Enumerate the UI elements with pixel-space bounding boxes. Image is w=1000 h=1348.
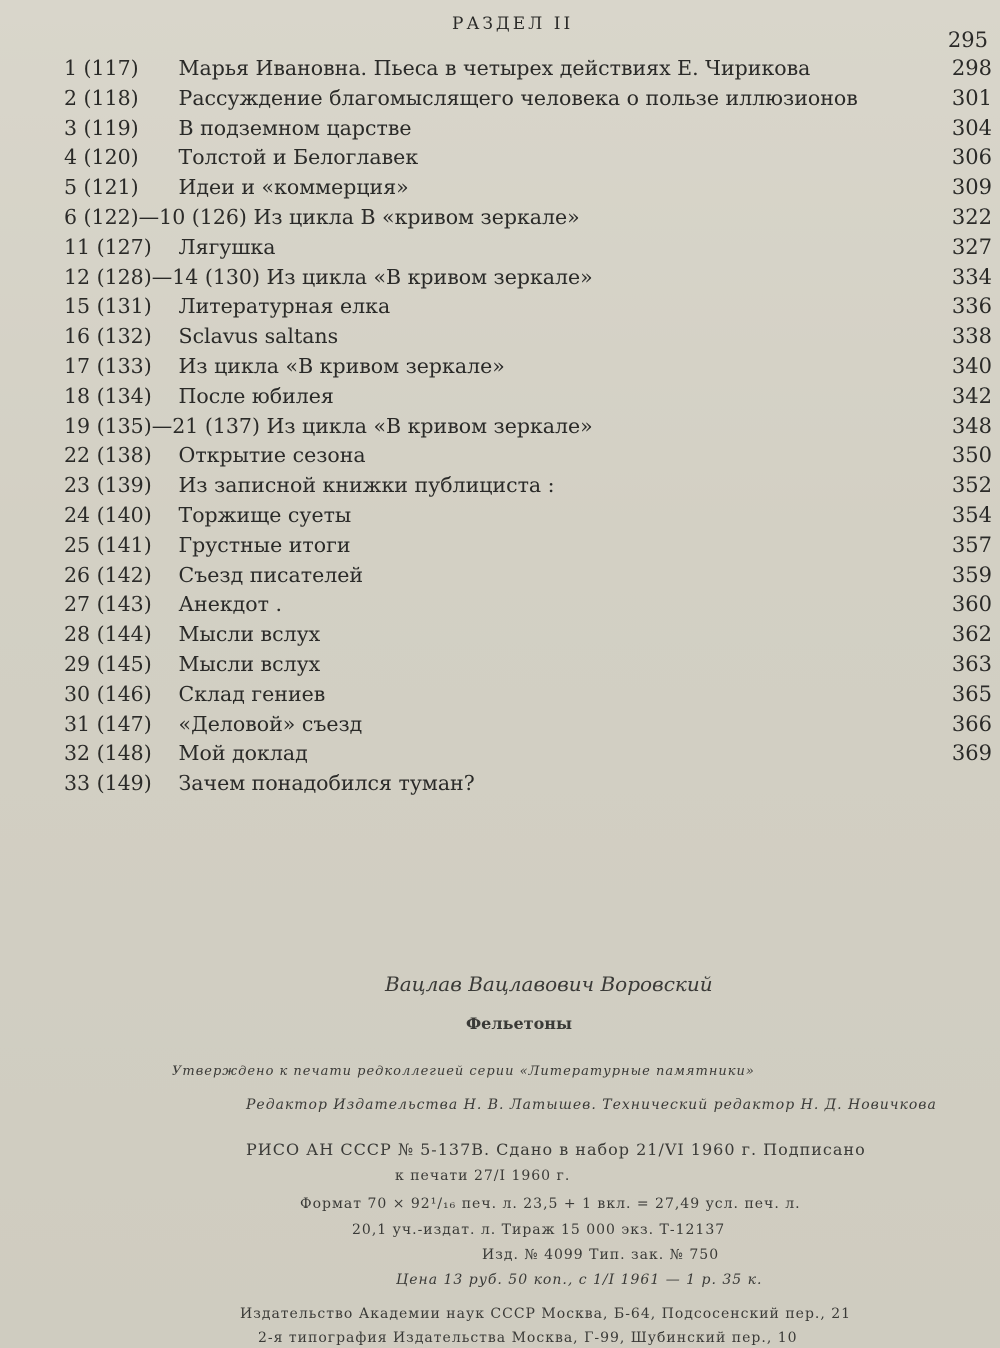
toc-entry-page: 366 [951,711,992,736]
toc-entry [64,84,1000,114]
toc-entry [64,233,1000,263]
toc-entry [64,54,1000,84]
toc-entry-page: 301 [951,85,992,110]
toc-entry [64,382,1000,412]
toc-entry [64,739,1000,769]
toc-entry-page: 360 [951,592,992,617]
toc-entry-page: 306 [951,145,992,170]
toc-entry [64,263,1000,293]
toc-entry-title: «Деловой» съезд [178,711,363,736]
sheets-line: 20,1 уч.-издат. л. Тираж 15 000 экз. Т-12137 [352,1222,726,1238]
toc-entry-title: Из цикла «В кривом зеркале» [266,264,593,289]
toc-entry-title: Рассуждение благомыслящего человека о пользе иллюзионов [178,85,858,110]
toc-entry-page: 348 [951,413,992,438]
toc-entry-number: 4 (120) [64,145,139,170]
toc-entry-title: Мой доклад [178,741,308,766]
toc-entry-number: 29 (145) [64,651,152,676]
toc-entry-title: Из записной книжки публициста : [178,473,555,498]
toc-entry-title: Из цикла «В кривом зеркале» [266,413,593,438]
toc-entry-number: 19 (135)—21 (137) [64,413,260,438]
toc-entry-number: 3 (119) [64,115,139,140]
order-line: Изд. № 4099 Тип. зак. № 750 [482,1247,720,1263]
toc-entry [64,412,1000,442]
toc-entry [64,471,1000,501]
toc-entry [64,620,1000,650]
toc-entry-page: 365 [951,681,992,706]
author-name: Вацлав Вацлавович Воровский [385,972,713,996]
toc-entry [64,590,1000,620]
toc-entry-number: 11 (127) [64,234,152,259]
publisher-line: Издательство Академии наук СССР Москва, Б-64, Подсосенский пер., 21 [240,1306,852,1322]
toc-entry-title: Съезд писателей [178,562,364,587]
toc-entry-page: 357 [951,532,992,557]
toc-entry-number: 16 (132) [64,324,152,349]
toc-entry-page: 362 [951,622,992,647]
toc-entry-number: 25 (141) [64,532,152,557]
toc-entry-number: 1 (117) [64,56,139,80]
toc-entry-title: Грустные итоги [178,532,351,557]
approval-note: Утверждено к печати редколлегией серии «Литературные памятники» [172,1064,755,1079]
toc-entry-title: Толстой и Белоглавек [178,145,419,170]
toc-entry-number: 2 (118) [64,85,139,110]
toc-entry-number: 27 (143) [64,592,152,617]
toc-entry-page: 342 [951,383,992,408]
toc-entry-page: 354 [951,502,992,527]
toc-entry-title: Sclavus saltans [178,324,339,349]
toc-entry-page: 309 [951,175,992,200]
toc-entry-title: Литературная елка [178,294,391,319]
toc-entry-title: После юбилея [178,383,334,408]
toc-entry [64,114,1000,144]
toc-entry-number: 26 (142) [64,562,152,587]
toc-entry-title: Из цикла В «кривом зеркале» [253,204,580,229]
printery-line: 2-я типография Издательства Москва, Г-99, Шубинский пер., 10 [258,1330,798,1346]
toc-entry-number: 33 (149) [64,771,152,796]
toc-entry [64,441,1000,471]
section-title: РАЗДЕЛ II [452,14,574,34]
toc-entry-page: 322 [951,204,992,229]
toc-entry-number: 12 (128)—14 (130) [64,264,260,289]
toc-entry-number: 5 (121) [64,175,139,200]
toc-entry-title: Мысли вслух [178,651,321,676]
toc-entry-page: 352 [951,473,992,498]
toc-entry-number: 24 (140) [64,502,152,527]
format-line: Формат 70 × 92¹/₁₆ печ. л. 23,5 + 1 вкл. = 27,49 усл. печ. л. [300,1196,801,1212]
toc-entry-page: 327 [951,234,992,259]
toc-entry [64,322,1000,352]
toc-entry-page: 338 [951,324,992,349]
print-date-line: к печати 27/I 1960 г. [395,1168,571,1184]
toc-entry [64,143,1000,173]
toc-entry-number: 6 (122)—10 (126) [64,204,247,229]
toc-entry [64,292,1000,322]
toc-entry-number: 32 (148) [64,741,152,766]
toc-entry-title: Открытие сезона [178,443,366,468]
toc-entry-page: 334 [951,264,992,289]
editors-line: Редактор Издательства Н. В. Латышев. Технический редактор Н. Д. Новичкова [246,1097,937,1113]
toc-entry [64,710,1000,740]
toc-entry-number: 31 (147) [64,711,152,736]
toc-entry-title: Склад гениев [178,681,326,706]
toc-entry-number: 17 (133) [64,353,152,378]
toc-entry-page: 363 [951,651,992,676]
toc-entry-number: 15 (131) [64,294,152,319]
toc-entry [64,769,1000,799]
toc-entry-number: 18 (134) [64,383,152,408]
toc-entry-title: В подземном царстве [178,115,412,140]
toc-entry-page: 304 [951,115,992,140]
table-of-contents [64,54,1000,799]
price-line: Цена 13 руб. 50 коп., с 1/I 1961 — 1 р. 35 к. [396,1272,763,1288]
toc-entry-page: 336 [951,294,992,319]
work-title: Фельетоны [466,1014,573,1033]
toc-entry-title: Торжище суеты [178,502,352,527]
toc-entry [64,173,1000,203]
toc-entry-page: 369 [951,741,992,766]
toc-entry [64,561,1000,591]
toc-entry [64,203,1000,233]
toc-entry [64,501,1000,531]
toc-entry-number: 28 (144) [64,622,152,647]
toc-entry [64,352,1000,382]
toc-entry [64,531,1000,561]
toc-entry-title: Марья Ивановна. Пьеса в четырех действиях Е. Чирикова [178,56,811,80]
toc-entry-title: Из цикла «В кривом зеркале» [178,353,505,378]
section-start-page: 295 [947,28,988,52]
toc-entry-title: Идеи и «коммерция» [178,175,409,200]
toc-entry-title: Анекдот . [178,592,283,617]
toc-entry-page: 298 [951,56,992,80]
toc-entry-title: Лягушка [178,234,276,259]
toc-entry [64,680,1000,710]
toc-entry-title: Зачем понадобился туман? [178,771,475,796]
toc-entry [64,650,1000,680]
toc-entry-page: 359 [951,562,992,587]
riso-line: РИСО АН СССР № 5-137В. Сдано в набор 21/VI 1960 г. Подписано [246,1140,866,1159]
toc-entry-page: 340 [951,353,992,378]
toc-entry-number: 30 (146) [64,681,152,706]
toc-entry-page: 350 [951,443,992,468]
toc-entry-number: 23 (139) [64,473,152,498]
toc-entry-number: 22 (138) [64,443,152,468]
toc-entry-title: Мысли вслух [178,622,321,647]
